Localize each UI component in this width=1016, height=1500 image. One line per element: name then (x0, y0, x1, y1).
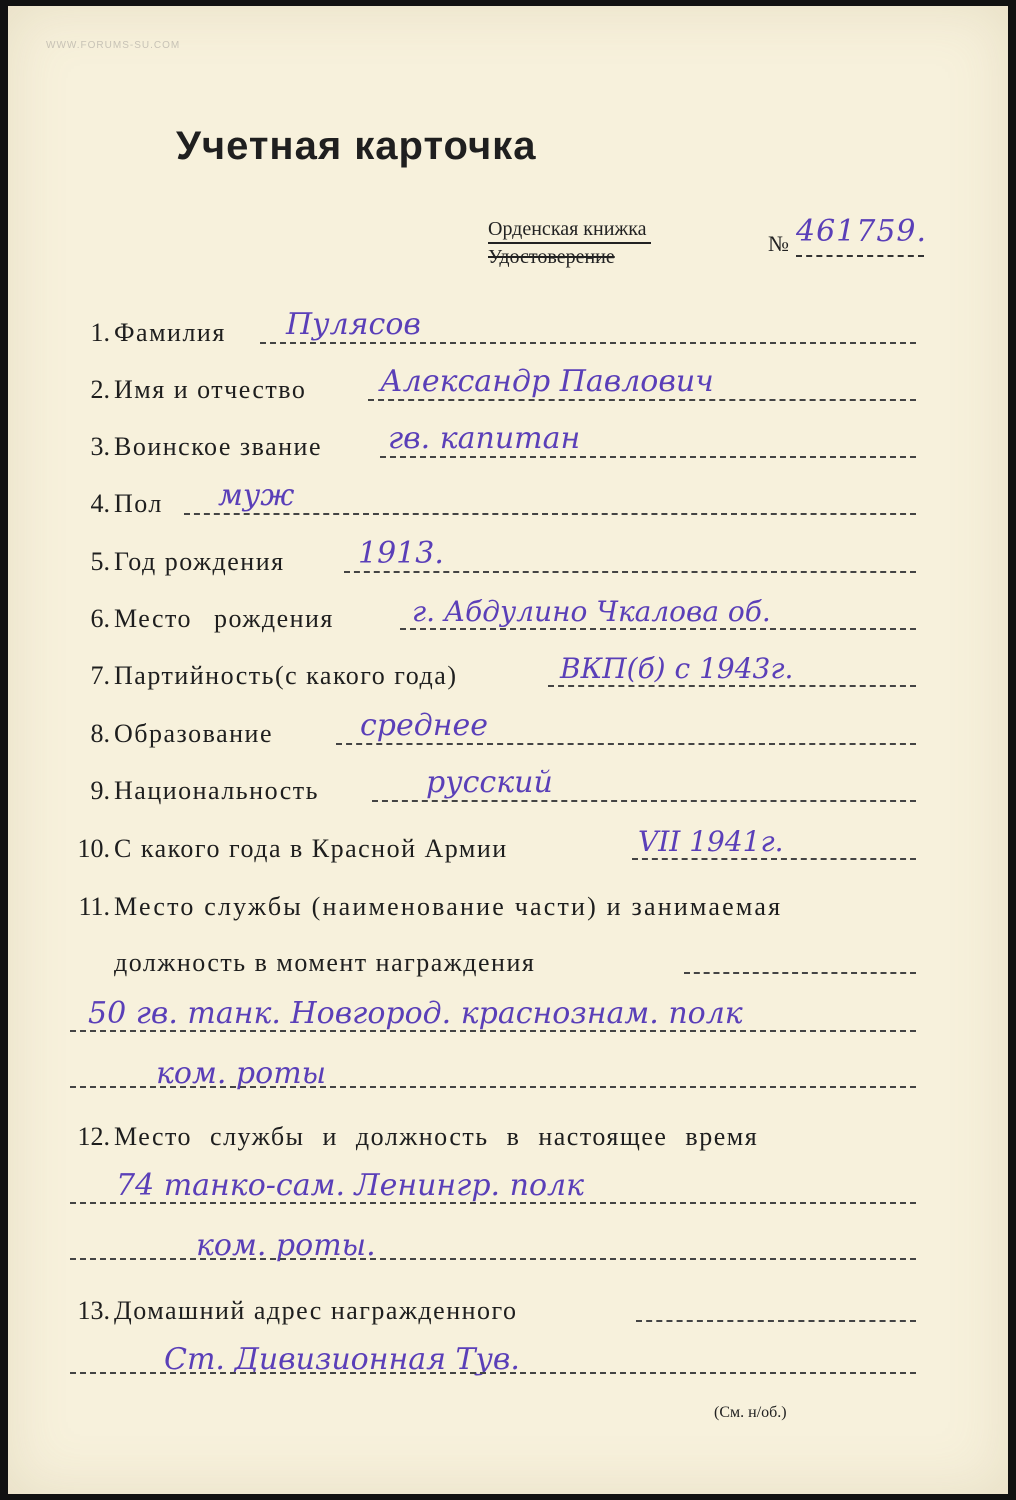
field-row-current-service (8, 1112, 1008, 1152)
field-value-current-service-line2: ком. роты. (196, 1228, 376, 1263)
document-type-certificate-text: Удостоверение (488, 246, 615, 268)
field-label: Имя и отчество (114, 375, 307, 404)
field-value-sex: муж (218, 478, 295, 513)
field-number: 4. (90, 489, 110, 518)
field-value-party: ВКП(б) с 1943г. (560, 652, 794, 685)
fill-line (70, 1258, 916, 1260)
card-title: Учетная карточка (176, 124, 537, 168)
field-number: 1. (90, 318, 110, 347)
field-label: Домашний адрес награжденного (114, 1296, 518, 1325)
field-label: Воинское звание (114, 432, 322, 461)
field-number: 8. (90, 719, 110, 748)
fill-line (400, 628, 916, 630)
field-row-surname (8, 308, 1008, 348)
field-row-nationality (8, 766, 1008, 806)
number-line (796, 255, 924, 257)
record-card (8, 6, 1008, 1494)
field-number: 10. (77, 834, 110, 863)
field-value-army-since: VII 1941г. (638, 825, 784, 858)
fill-line (70, 1030, 916, 1032)
fill-line (184, 513, 916, 515)
fill-line (632, 858, 916, 860)
field-label: Место службы (наименование части) и занимаемая (114, 892, 783, 921)
fill-line (548, 685, 916, 687)
fill-line (70, 1372, 916, 1374)
field-label: Фамилия (114, 318, 226, 347)
field-row-home-address (8, 1286, 1008, 1326)
document-type-certificate (488, 244, 651, 270)
field-value-birthplace: г. Абдулино Чкалова об. (412, 595, 771, 628)
field-number: 9. (90, 776, 110, 805)
fill-line (260, 342, 916, 344)
order-book-number: 461759. (796, 214, 928, 249)
field-row-party (8, 651, 1008, 691)
see-reverse-note: (См. н/об.) (714, 1404, 787, 1421)
fill-line (336, 743, 916, 745)
field-label: Место службы и должность в настоящее время (114, 1122, 759, 1151)
field-row-service-at-award (8, 882, 1008, 922)
field-label: С какого года в Красной Армии (114, 834, 508, 863)
document-type-block (488, 216, 651, 270)
field-number: 13. (77, 1296, 110, 1325)
field-value-birth-year: 1913. (358, 536, 444, 571)
field-value-service-at-award-line2: ком. роты (156, 1056, 327, 1091)
field-number: 6. (90, 604, 110, 633)
field-number: 3. (90, 432, 110, 461)
field-label: Партийность(с какого года) (114, 661, 458, 690)
fill-line (368, 399, 916, 401)
fill-line (70, 1086, 916, 1088)
field-row-education (8, 709, 1008, 749)
field-row-birth-year (8, 537, 1008, 577)
document-type-order-book: Орденская книжка (488, 216, 651, 244)
field-value-service-at-award-line1: 50 гв. танк. Новгород. краснознам. полк (88, 996, 743, 1031)
field-value-nationality: русский (426, 765, 553, 800)
fill-line (684, 972, 916, 974)
fill-line (372, 800, 916, 802)
field-number: 2. (90, 375, 110, 404)
field-row-rank (8, 422, 1008, 462)
fill-line (70, 1202, 916, 1204)
fill-line (636, 1320, 916, 1322)
field-row-army-since (8, 824, 1008, 864)
field-row-name (8, 365, 1008, 405)
field-row-birthplace (8, 594, 1008, 634)
field-number: 11. (78, 892, 110, 921)
field-label: Год рождения (114, 547, 285, 576)
field-label: Пол (114, 489, 163, 518)
watermark: WWW.FORUMS-SU.COM (46, 40, 181, 51)
field-row-sex (8, 479, 1008, 519)
field-number: 5. (90, 547, 110, 576)
field-label: Национальность (114, 776, 319, 805)
field-value-rank: гв. капитан (388, 421, 581, 456)
field-value-education: среднее (360, 708, 489, 743)
field-label-continued: должность в момент награждения (114, 948, 536, 977)
number-sign: № (768, 231, 789, 256)
field-value-name: Александр Павлович (380, 364, 714, 399)
field-label: Образование (114, 719, 274, 748)
field-value-home-address: Ст. Дивизионная Тув. (164, 1342, 520, 1377)
field-label: Место рождения (114, 604, 334, 633)
field-value-surname: Пулясов (286, 307, 421, 342)
fill-line (380, 456, 916, 458)
field-number: 12. (77, 1122, 110, 1151)
fill-line (344, 571, 916, 573)
field-value-current-service-line1: 74 танко-сам. Ленингр. полк (116, 1168, 585, 1203)
field-number: 7. (90, 661, 110, 690)
